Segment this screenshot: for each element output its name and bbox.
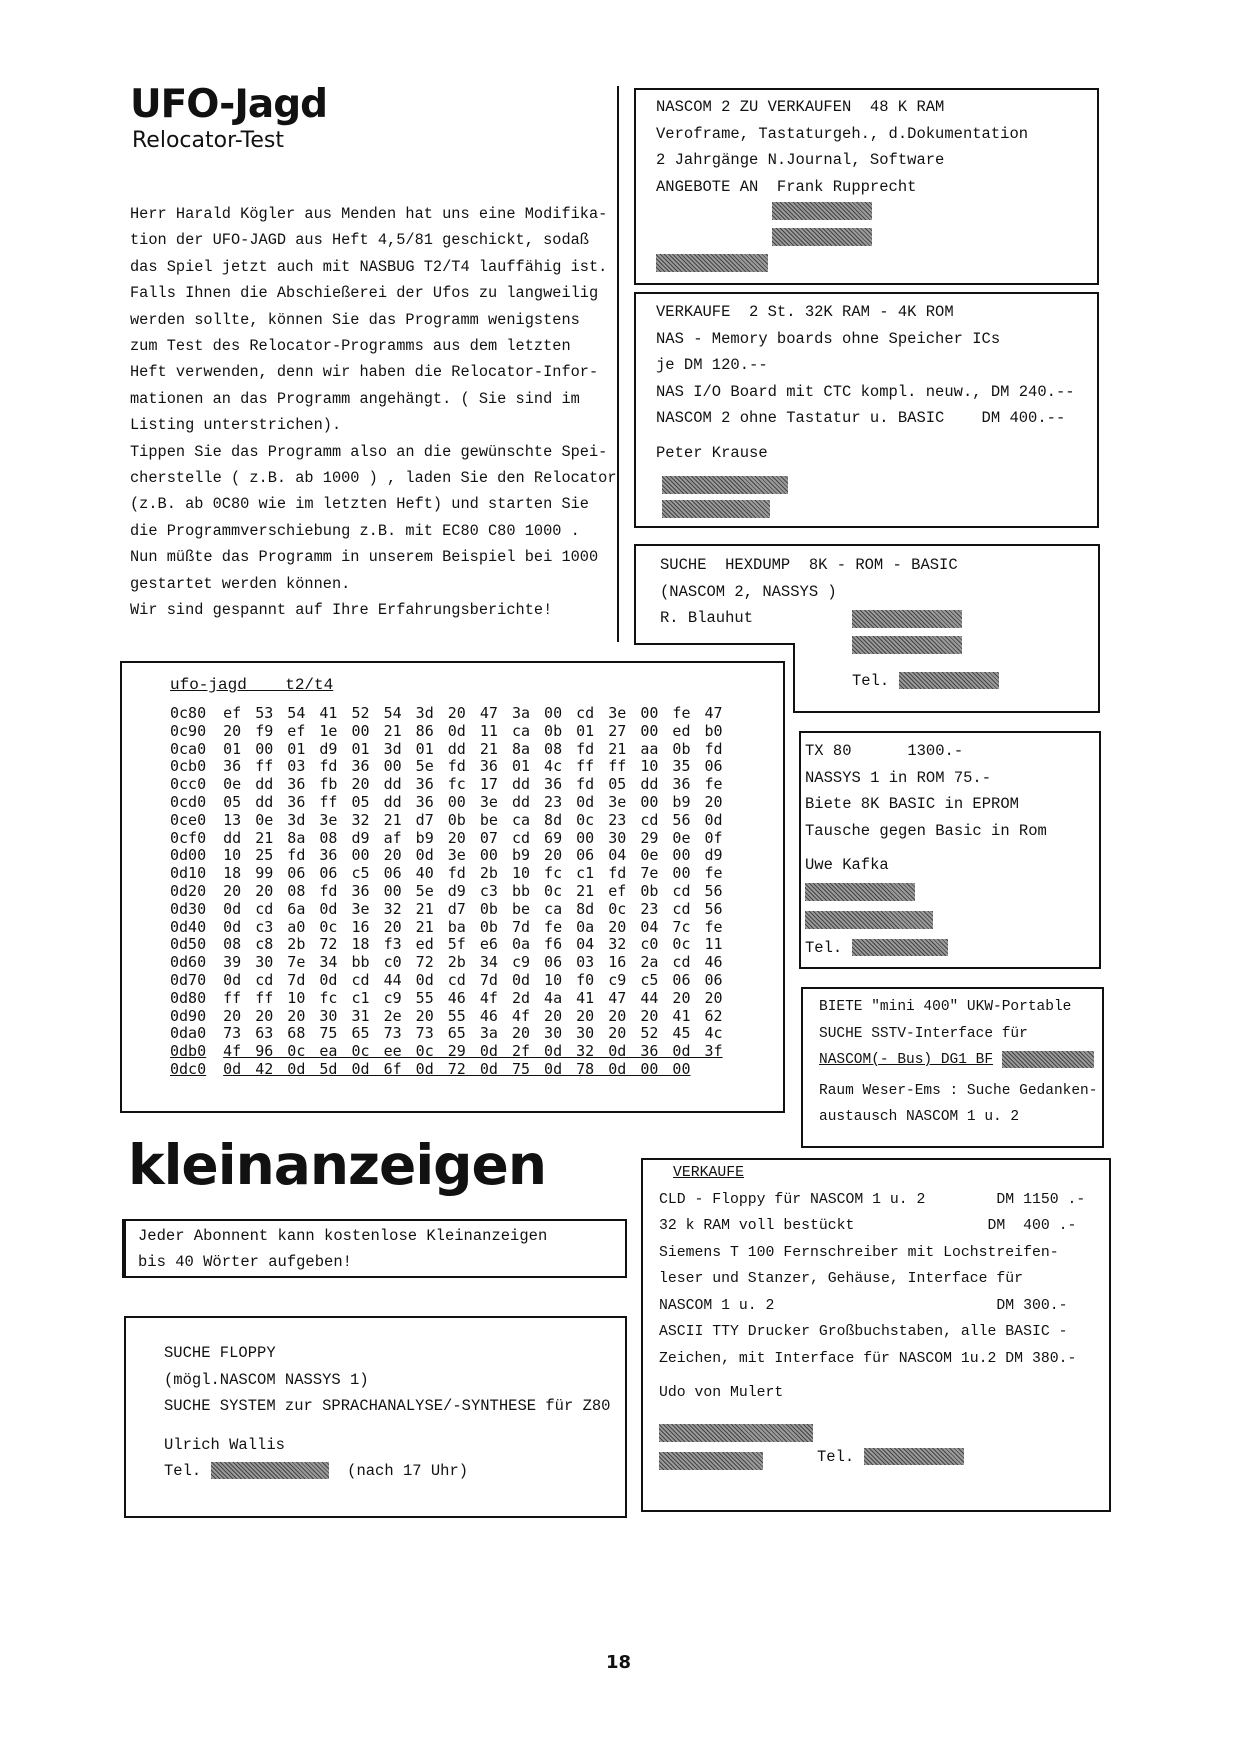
redacted-address — [852, 610, 962, 628]
hex-address: 0cb0 — [170, 757, 207, 776]
article-line: die Programmverschiebung z.B. mit EC80 C80 1000 . — [130, 521, 580, 540]
hex-row — [170, 901, 723, 919]
redacted-address — [662, 476, 788, 494]
ad7-line: NASCOM 1 u. 2 DM 300.- — [659, 1297, 1068, 1314]
hex-row — [170, 1061, 723, 1079]
article-line: Nun müßte das Programm in unserem Beispiel bei 1000 — [130, 548, 599, 567]
hex-address: 0ca0 — [170, 739, 207, 758]
article-line: Listing unterstrichen). — [130, 416, 342, 435]
ad7-tel: Tel. — [817, 1444, 964, 1471]
ad6-line: SUCHE FLOPPY — [164, 1344, 276, 1362]
redacted-phone — [852, 939, 948, 956]
ad-nascom2-verkaufen — [634, 88, 1099, 285]
classifieds-title: kleinanzeigen — [128, 1133, 547, 1197]
hex-row — [170, 954, 723, 972]
article-line: das Spiel jetzt auch mit NASBUG T2/T4 lauffähig ist. — [130, 257, 608, 276]
ad5-line: Raum Weser-Ems : Suche Gedanken- — [819, 1082, 1098, 1099]
hex-bytes: 4f 96 0c ea 0c ee 0c 29 0d 2f 0d 32 0d 36 0d 3f — [223, 1042, 723, 1061]
ad1-line: 2 Jahrgänge N.Journal, Software — [656, 151, 945, 169]
hex-dump — [170, 705, 723, 1079]
ad-verkaufe-cld-floppy — [641, 1158, 1111, 1512]
classifieds-notice — [122, 1219, 627, 1278]
hex-bytes: 36 ff 03 fd 36 00 5e fd 36 01 4c ff ff 10 35 06 — [223, 757, 723, 776]
hex-address: 0d70 — [170, 970, 207, 989]
hex-row — [170, 919, 723, 937]
hex-row — [170, 936, 723, 954]
article-line: Falls Ihnen die Abschießerei der Ufos zu langweilig — [130, 284, 599, 303]
hex-row — [170, 794, 723, 812]
hex-address: 0d40 — [170, 917, 207, 936]
ad-verkaufe-32k-ram — [634, 292, 1099, 528]
ad3-tel: Tel. — [852, 668, 999, 695]
hex-address: 0d60 — [170, 953, 207, 972]
ad7-line: Zeichen, mit Interface für NASCOM 1u.2 DM 380.- — [659, 1350, 1077, 1367]
hex-row — [170, 847, 723, 865]
ad7-line: Siemens T 100 Fernschreiber mit Lochstreifen- — [659, 1244, 1059, 1261]
hex-bytes: 05 dd 36 ff 05 dd 36 00 3e dd 23 0d 3e 00 b9 20 — [223, 792, 723, 811]
hex-bytes: 20 20 08 fd 36 00 5e d9 c3 bb 0c 21 ef 0b cd 56 — [223, 881, 723, 900]
ad-suche-floppy — [124, 1316, 627, 1518]
hex-address: 0c90 — [170, 721, 207, 740]
ad5-line: NASCOM(- Bus) DG1 BF — [819, 1047, 1097, 1074]
hex-bytes: 0d c3 a0 0c 16 20 21 ba 0b 7d fe 0a 20 04 7c fe — [223, 917, 723, 936]
ad1-line: ANGEBOTE AN Frank Rupprecht — [656, 177, 917, 196]
hex-bytes: 10 25 fd 36 00 20 0d 3e 00 b9 20 06 04 0e 00 d9 — [223, 846, 723, 865]
hex-row — [170, 1008, 723, 1026]
hex-address: 0da0 — [170, 1024, 207, 1043]
ad2-line: Peter Krause — [656, 443, 768, 462]
ad7-line: CLD - Floppy für NASCOM 1 u. 2 DM 1150 .- — [659, 1191, 1086, 1208]
redacted-address — [659, 1424, 813, 1442]
redacted-address — [805, 883, 915, 901]
hex-row — [170, 1043, 723, 1061]
hex-address: 0d00 — [170, 846, 207, 865]
article-line: cherstelle ( z.B. ab 1000 ) , laden Sie den Relocator — [130, 469, 617, 488]
ad1-line: Veroframe, Tastaturgeh., d.Dokumentation — [656, 124, 1029, 143]
ad6-line: Ulrich Wallis — [164, 1435, 285, 1454]
redacted-address — [772, 228, 872, 246]
article-line: Tippen Sie das Programm also an die gewünschte Spei- — [130, 442, 608, 461]
ad7-line: leser und Stanzer, Gehäuse, Interface für — [659, 1271, 1024, 1287]
ad-mini400 — [801, 987, 1104, 1148]
ad6-line: Tel. (nach 17 Uhr) — [164, 1462, 469, 1480]
ad7-line: 32 k RAM voll bestückt DM 400 .- — [659, 1218, 1077, 1234]
hex-address: 0cc0 — [170, 775, 207, 794]
ad7-line: ASCII TTY Drucker Großbuchstaben, alle BASIC - — [659, 1324, 1068, 1340]
hex-listing-box — [120, 661, 785, 1113]
ad6-line: SUCHE SYSTEM zur SPRACHANALYSE/-SYNTHESE für Z80 — [164, 1397, 611, 1415]
redacted-callsign — [1002, 1051, 1094, 1068]
redacted-phone — [211, 1462, 329, 1479]
ad5-line: SUCHE SSTV-Interface für — [819, 1025, 1028, 1042]
hex-address: 0cf0 — [170, 828, 207, 847]
hex-address: 0ce0 — [170, 810, 207, 829]
hex-address: 0d50 — [170, 935, 207, 954]
hex-address: 0cd0 — [170, 792, 207, 811]
hex-row — [170, 723, 723, 741]
hex-address: 0d90 — [170, 1006, 207, 1025]
article-line: zum Test des Relocator-Programms aus dem letzten — [130, 337, 571, 356]
hex-address: 0dc0 — [170, 1059, 207, 1078]
ad4-line: Uwe Kafka — [805, 856, 889, 874]
page-number: 18 — [606, 1652, 632, 1673]
hex-address: 0d10 — [170, 864, 207, 883]
listing-header: ufo-jagd t2/t4 — [170, 676, 334, 694]
hex-row — [170, 990, 723, 1008]
hex-bytes: 08 c8 2b 72 18 f3 ed 5f e6 0a f6 04 32 c0 0c 11 — [223, 935, 723, 954]
ad3-line: (NASCOM 2, NASSYS ) — [660, 582, 837, 601]
article-line: mationen an das Programm angehängt. ( Sie sind im — [130, 389, 580, 408]
redacted-address — [656, 254, 768, 272]
hex-bytes: dd 21 8a 08 d9 af b9 20 07 cd 69 00 30 29 0e 0f — [223, 828, 723, 847]
ad1-line: NASCOM 2 ZU VERKAUFEN 48 K RAM — [656, 98, 945, 116]
redacted-address — [659, 1452, 763, 1470]
hex-address: 0db0 — [170, 1042, 207, 1061]
article-line: Herr Harald Kögler aus Menden hat uns eine Modifika- — [130, 205, 608, 223]
ad2-line: NAS - Memory boards ohne Speicher ICs — [656, 329, 1001, 348]
hex-row — [170, 865, 723, 883]
article-subtitle: Relocator-Test — [132, 128, 284, 153]
ad7-heading: VERKAUFE — [673, 1165, 745, 1181]
hex-bytes: 39 30 7e 34 bb c0 72 2b 34 c9 06 03 16 2a cd 46 — [223, 953, 723, 972]
hex-address: 0d20 — [170, 881, 207, 900]
hex-bytes: 0d cd 7d 0d cd 44 0d cd 7d 0d 10 f0 c9 c5 06 06 — [223, 970, 723, 989]
ad3-line: SUCHE HEXDUMP 8K - ROM - BASIC — [660, 556, 958, 574]
ad4-tel: Tel. — [805, 935, 948, 962]
article-title: UFO-Jagd — [130, 82, 328, 127]
hex-row — [170, 883, 723, 901]
hex-bytes: 13 0e 3d 3e 32 21 d7 0b be ca 8d 0c 23 cd 56 0d — [223, 810, 723, 829]
hex-bytes: ff ff 10 fc c1 c9 55 46 4f 2d 4a 41 47 44 20 20 — [223, 988, 723, 1007]
hex-bytes: 73 63 68 75 65 73 73 65 3a 20 30 30 20 52 45 4c — [223, 1024, 723, 1043]
hex-address: 0d30 — [170, 899, 207, 918]
redacted-address — [662, 500, 770, 518]
redacted-address — [805, 911, 933, 929]
ad6-line: (mögl.NASCOM NASSYS 1) — [164, 1370, 369, 1389]
ad4-line: Tausche gegen Basic in Rom — [805, 821, 1047, 840]
redacted-address — [852, 636, 962, 654]
hex-address: 0c80 — [170, 704, 207, 722]
ad5-line: austausch NASCOM 1 u. 2 — [819, 1109, 1020, 1125]
notice-line: Jeder Abonnent kann kostenlose Kleinanzeigen — [138, 1227, 548, 1245]
article-line: werden sollte, können Sie das Programm wenigstens — [130, 310, 580, 329]
hex-row — [170, 758, 723, 776]
ad4-line: Biete 8K BASIC in EPROM — [805, 795, 1019, 813]
ad4-line: NASSYS 1 in ROM 75.- — [805, 768, 992, 787]
article-body — [130, 201, 617, 624]
article-line: Wir sind gespannt auf Ihre Erfahrungsberichte! — [130, 601, 553, 620]
ad-suche-hexdump — [634, 544, 1100, 713]
hex-bytes: 0d 42 0d 5d 0d 6f 0d 72 0d 75 0d 78 0d 00 00 — [223, 1059, 691, 1078]
article-line: gestartet werden können. — [130, 574, 351, 593]
ad5-line: BIETE "mini 400" UKW-Portable — [819, 999, 1072, 1015]
hex-row — [170, 776, 723, 794]
redacted-phone — [899, 672, 999, 689]
hex-bytes: ef 53 54 41 52 54 3d 20 47 3a 00 cd 3e 00 fe 47 — [223, 704, 723, 722]
hex-row — [170, 1025, 723, 1043]
hex-bytes: 0e dd 36 fb 20 dd 36 fc 17 dd 36 fd 05 dd 36 fe — [223, 775, 723, 794]
hex-bytes: 01 00 01 d9 01 3d 01 dd 21 8a 08 fd 21 aa 0b fd — [223, 739, 723, 758]
ad4-line: TX 80 1300.- — [805, 742, 964, 760]
hex-row — [170, 812, 723, 830]
article-line: (z.B. ab 0C80 wie im letzten Heft) und starten Sie — [130, 495, 589, 514]
notice-line: bis 40 Wörter aufgeben! — [138, 1253, 352, 1271]
redacted-phone — [864, 1448, 964, 1465]
hex-bytes: 20 20 20 30 31 2e 20 55 46 4f 20 20 20 20 41 62 — [223, 1006, 723, 1025]
vertical-divider — [617, 86, 619, 642]
redacted-address — [772, 202, 872, 220]
hex-address: 0d80 — [170, 988, 207, 1007]
hex-row — [170, 972, 723, 990]
ad2-line: VERKAUFE 2 St. 32K RAM - 4K ROM — [656, 303, 954, 321]
article-line: Heft verwenden, denn wir haben die Relocator-Infor- — [130, 363, 599, 382]
ad2-line: je DM 120.-- — [656, 356, 768, 374]
article-line: tion der UFO-JAGD aus Heft 4,5/81 geschickt, sodaß — [130, 231, 589, 250]
hex-bytes: 18 99 06 06 c5 06 40 fd 2b 10 fc c1 fd 7e 00 fe — [223, 864, 723, 883]
hex-bytes: 20 f9 ef 1e 00 21 86 0d 11 ca 0b 01 27 00 ed b0 — [223, 721, 723, 740]
hex-row — [170, 741, 723, 759]
hex-row — [170, 830, 723, 848]
ad2-line: NASCOM 2 ohne Tastatur u. BASIC DM 400.-- — [656, 409, 1066, 427]
hex-bytes: 0d cd 6a 0d 3e 32 21 d7 0b be ca 8d 0c 23 cd 56 — [223, 899, 723, 918]
ad3-line: R. Blauhut — [660, 609, 754, 627]
ad7-line: Udo von Mulert — [659, 1385, 784, 1401]
ad2-line: NAS I/O Board mit CTC kompl. neuw., DM 240.-- — [656, 382, 1075, 401]
ad-tx80 — [799, 731, 1101, 969]
